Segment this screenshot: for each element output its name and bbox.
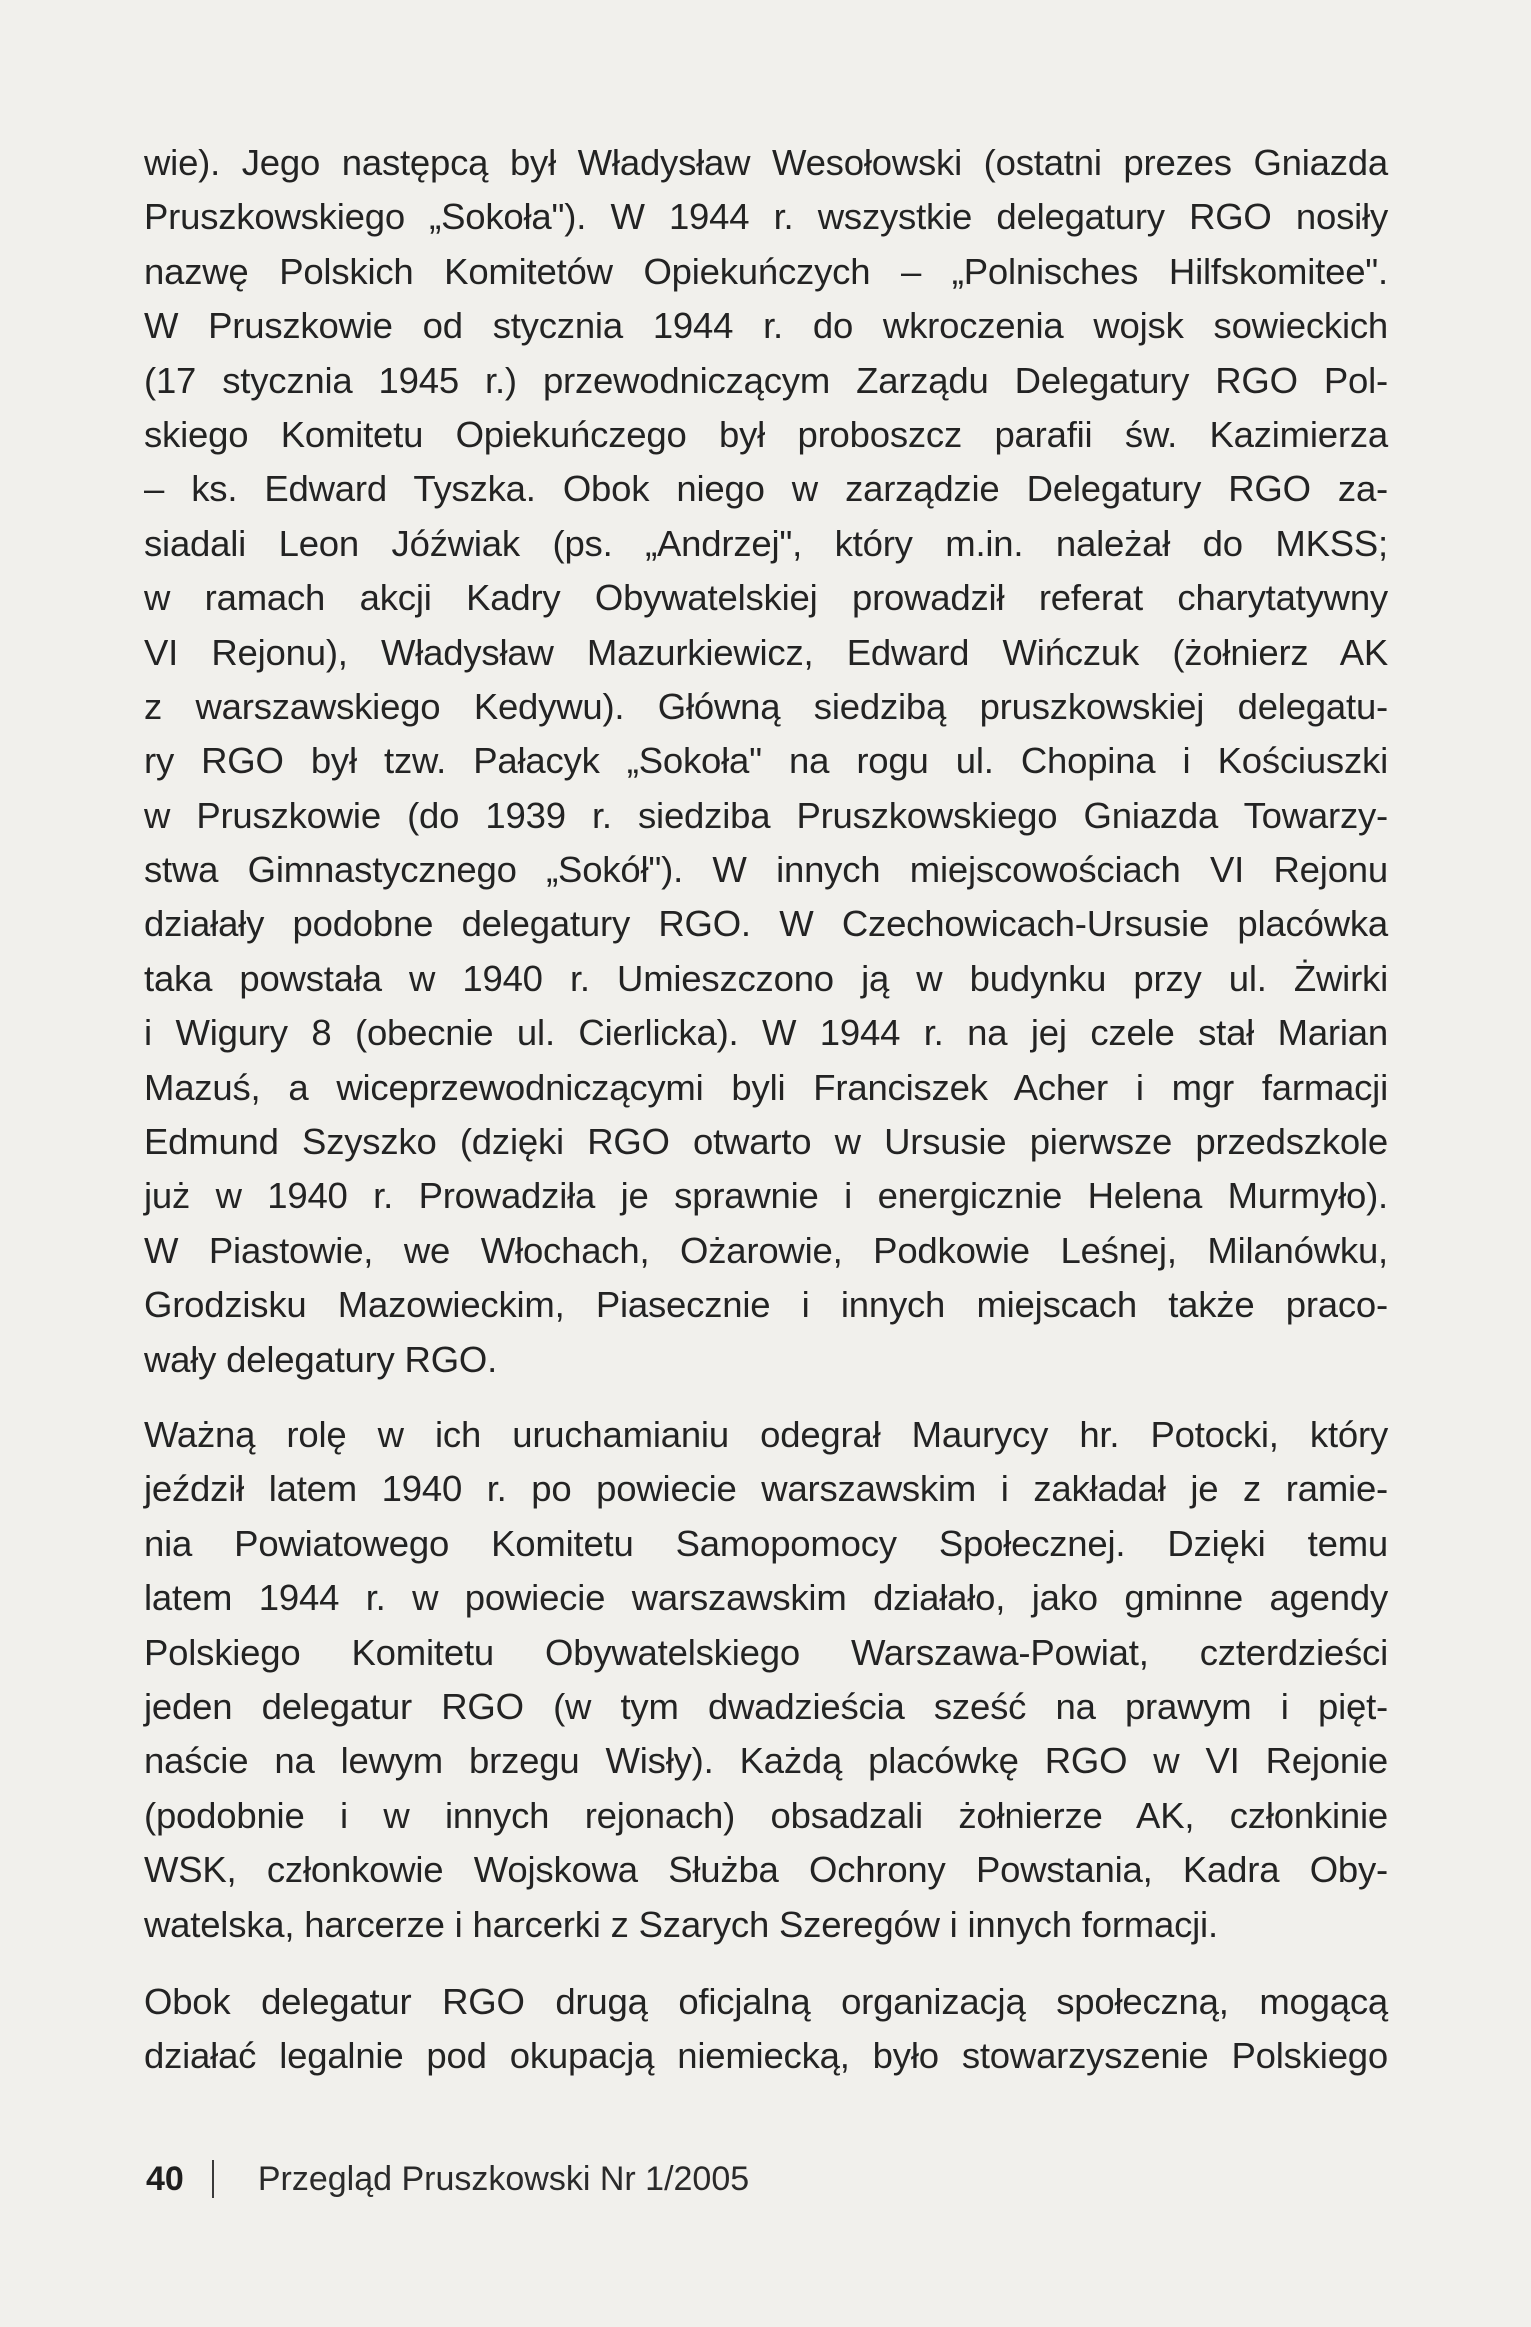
text-line: Ważną rolę w ich uruchamianiu odegrał Maurycy hr. Potocki, który bbox=[144, 1414, 1388, 1455]
text-line: watelska, harcerze i harcerki z Szarych Szeregów i innych formacji. bbox=[144, 1903, 1218, 1945]
text-line: z warszawskiego Kedywu). Główną siedzibą pruszkowskiej delegatu- bbox=[144, 685, 1388, 727]
text-line: działały podobne delegatury RGO. W Czechowicach-Ursusie placówka bbox=[144, 903, 1388, 945]
text-line: latem 1944 r. w powiecie warszawskim działało, jako gminne agendy bbox=[144, 1577, 1388, 1619]
text-line: – ks. Edward Tyszka. Obok niego w zarządzie Delegatury RGO za- bbox=[144, 468, 1388, 510]
text-line: Obok delegatur RGO drugą oficjalną organizacją społeczną, mogącą bbox=[144, 1981, 1388, 2022]
text-line: wie). Jego następcą był Władysław Wesołowski (ostatni prezes Gniazda bbox=[144, 142, 1388, 183]
text-line: ry RGO był tzw. Pałacyk „Sokoła" na rogu ul. Chopina i Kościuszki bbox=[144, 740, 1388, 782]
page-footer bbox=[146, 2154, 749, 2204]
text-line: Mazuś, a wiceprzewodniczącymi byli Franciszek Acher i mgr farmacji bbox=[144, 1066, 1388, 1108]
text-line: działać legalnie pod okupacją niemiecką, było stowarzyszenie Polskiego bbox=[144, 2035, 1388, 2077]
text-line: W Piastowie, we Włochach, Ożarowie, Podkowie Leśnej, Milanówku, bbox=[144, 1229, 1388, 1271]
text-line: W Pruszkowie od stycznia 1944 r. do wkroczenia wojsk sowieckich bbox=[144, 305, 1388, 347]
text-line: stwa Gimnastycznego „Sokół"). W innych miejscowościach VI Rejonu bbox=[144, 849, 1388, 891]
text-line: (podobnie i w innych rejonach) obsadzali żołnierze AK, członkinie bbox=[144, 1794, 1388, 1836]
text-line: skiego Komitetu Opiekuńczego był proboszcz parafii św. Kazimierza bbox=[144, 413, 1388, 455]
text-line: nia Powiatowego Komitetu Samopomocy Społecznej. Dzięki temu bbox=[144, 1522, 1388, 1564]
text-line: już w 1940 r. Prowadziła je sprawnie i energicznie Helena Murmyło). bbox=[144, 1175, 1388, 1217]
text-line: (17 stycznia 1945 r.) przewodniczącym Zarządu Delegatury RGO Pol- bbox=[144, 359, 1388, 401]
paragraph-3 bbox=[144, 1975, 1388, 2084]
paragraph-2 bbox=[144, 1408, 1388, 1952]
text-line: siadali Leon Jóźwiak (ps. „Andrzej", który m.in. należał do MKSS; bbox=[144, 522, 1388, 564]
text-line: taka powstała w 1940 r. Umieszczono ją w budynku przy ul. Żwirki bbox=[144, 957, 1388, 999]
text-line: naście na lewym brzegu Wisły). Każdą placówkę RGO w VI Rejonie bbox=[144, 1740, 1388, 1782]
text-line: VI Rejonu), Władysław Mazurkiewicz, Edward Wińczuk (żołnierz AK bbox=[144, 631, 1388, 673]
text-line: Grodzisku Mazowieckim, Piasecznie i innych miejscach także praco- bbox=[144, 1284, 1388, 1326]
text-line: w Pruszkowie (do 1939 r. siedziba Pruszkowskiego Gniazda Towarzy- bbox=[144, 794, 1388, 836]
footer-divider bbox=[212, 2160, 214, 2198]
text-line: jeździł latem 1940 r. po powiecie warszawskim i zakładał je z ramie- bbox=[144, 1468, 1388, 1510]
text-line: Edmund Szyszko (dzięki RGO otwarto w Ursusie pierwsze przedszkole bbox=[144, 1121, 1388, 1163]
text-line: Polskiego Komitetu Obywatelskiego Warszawa-Powiat, czterdzieści bbox=[144, 1631, 1388, 1673]
text-line: Pruszkowskiego „Sokoła"). W 1944 r. wszystkie delegatury RGO nosiły bbox=[144, 196, 1388, 238]
text-line: wały delegatury RGO. bbox=[144, 1338, 498, 1380]
journal-title: Przegląd Pruszkowski Nr 1/2005 bbox=[257, 2159, 750, 2198]
text-line: WSK, członkowie Wojskowa Służba Ochrony Powstania, Kadra Oby- bbox=[144, 1849, 1388, 1891]
text-line: nazwę Polskich Komitetów Opiekuńczych – „Polnisches Hilfskomitee". bbox=[144, 250, 1388, 292]
text-line: jeden delegatur RGO (w tym dwadzieścia sześć na prawym i pięt- bbox=[144, 1685, 1388, 1727]
text-line: w ramach akcji Kadry Obywatelskiej prowadził referat charytatywny bbox=[144, 577, 1388, 619]
text-line: i Wigury 8 (obecnie ul. Cierlicka). W 1944 r. na jej czele stał Marian bbox=[144, 1012, 1388, 1054]
page-number: 40 bbox=[146, 2159, 184, 2198]
paragraph-1 bbox=[144, 136, 1388, 1387]
